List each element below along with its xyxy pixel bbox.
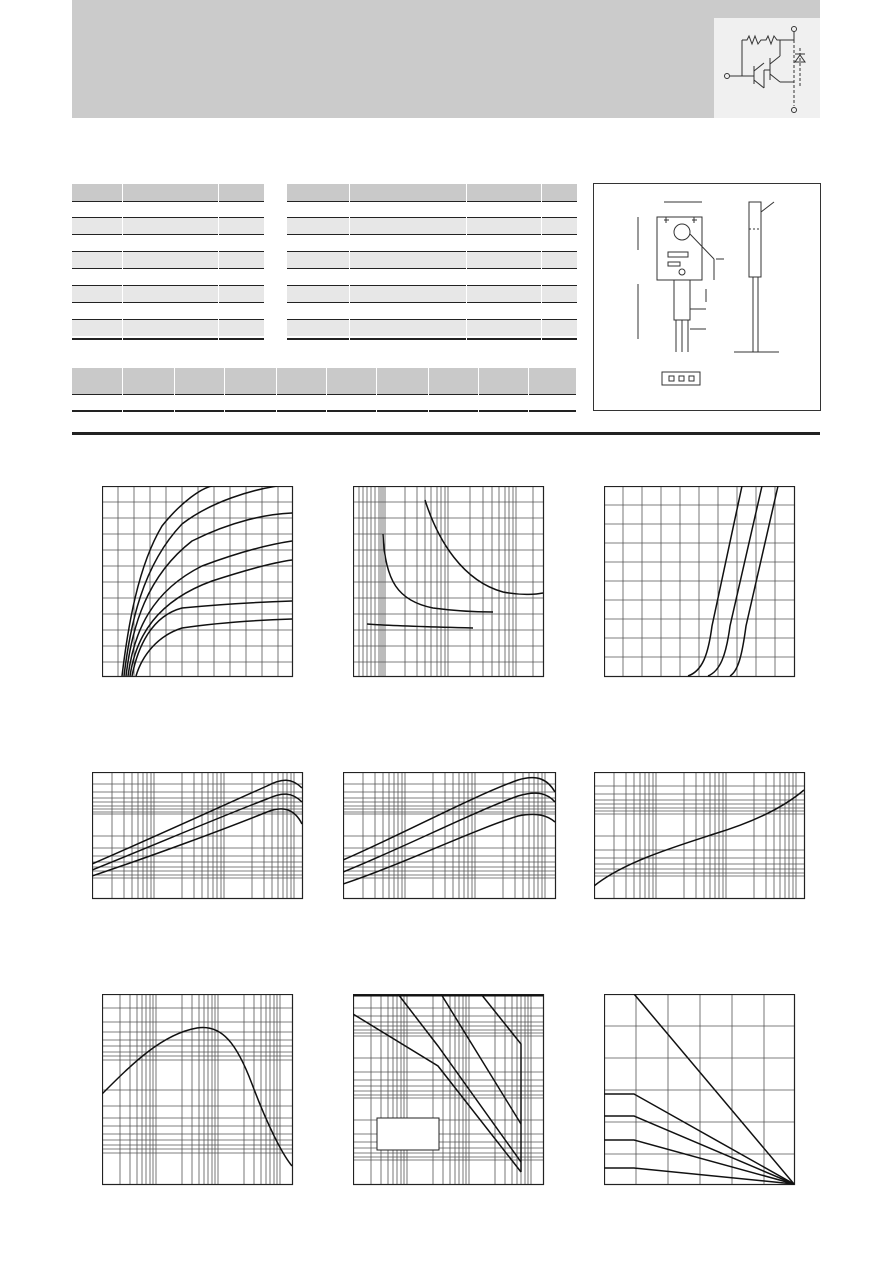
chart-soa-curve-2 bbox=[441, 994, 521, 1124]
chart-derating-curve-4 bbox=[604, 1140, 794, 1184]
circuit-symbol bbox=[714, 18, 820, 118]
chart-hfe-ic bbox=[92, 772, 304, 901]
chart-hfe-ic-curve-3 bbox=[92, 809, 302, 876]
chart-ic-vce-curve-6 bbox=[132, 601, 292, 676]
chart-ic-vce-curve-1 bbox=[122, 486, 212, 676]
chart-vce-sat-curve-2 bbox=[383, 534, 493, 612]
package-outline-frame bbox=[593, 183, 821, 411]
chart-freq-response bbox=[102, 994, 294, 1187]
chart-ic-vce-curve-5 bbox=[130, 560, 292, 676]
chart-ic-vce-curve-2 bbox=[124, 486, 277, 676]
chart-hfe-ic-curve-2 bbox=[92, 794, 302, 870]
to-220f-package-outline-icon bbox=[594, 184, 820, 410]
chart-safe-operating-area bbox=[353, 994, 545, 1187]
absolute-max-ratings-table bbox=[72, 184, 264, 340]
chart-ic-vce bbox=[102, 486, 294, 679]
chart-hfe-ic-temp bbox=[343, 772, 557, 901]
chart-derating-curve-1 bbox=[634, 994, 794, 1184]
chart-thermal bbox=[594, 772, 806, 901]
electrical-characteristics-table bbox=[287, 184, 577, 340]
chart-ic-vce-curve-3 bbox=[126, 513, 292, 676]
section-divider bbox=[72, 432, 820, 435]
chart-thermal-curve bbox=[594, 790, 804, 886]
header-banner bbox=[72, 0, 820, 118]
chart-ic-vce-curve-4 bbox=[128, 541, 292, 676]
switching-characteristics-table bbox=[72, 368, 576, 412]
darlington-transistor-with-diode-icon bbox=[714, 18, 820, 118]
chart-ic-vbe bbox=[604, 486, 796, 679]
chart-derating-curve-2 bbox=[604, 1094, 794, 1184]
chart-hfe-ic-curve-1 bbox=[92, 780, 302, 864]
chart-vce-sat-ic bbox=[353, 486, 545, 679]
chart-vce-sat-curve-1 bbox=[425, 500, 543, 594]
chart-derating bbox=[604, 994, 796, 1187]
chart-soa-legend-box bbox=[377, 1118, 439, 1150]
